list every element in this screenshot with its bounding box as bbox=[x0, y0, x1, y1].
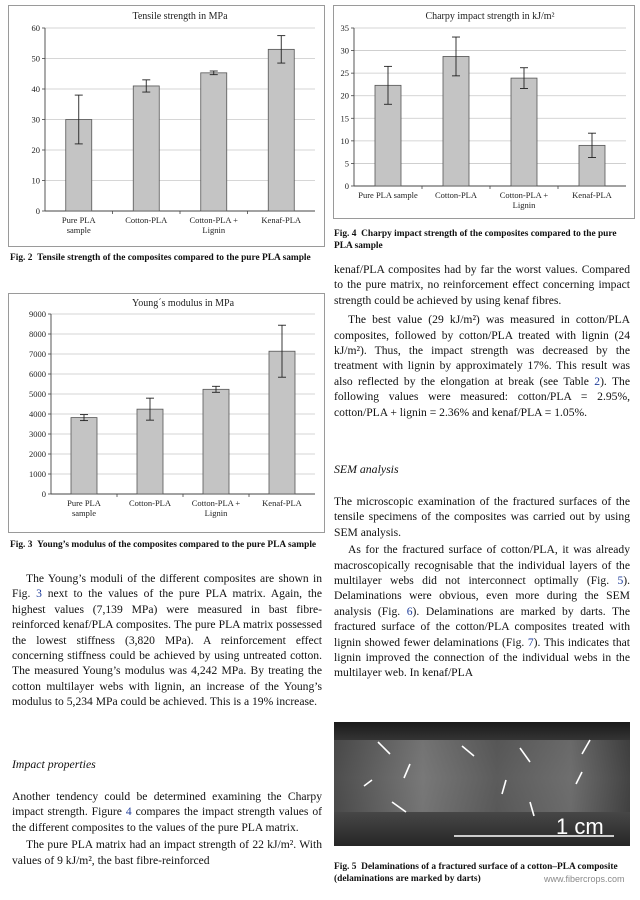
dart-arrow bbox=[502, 780, 506, 794]
category-label: Lignin bbox=[512, 200, 536, 210]
fig4-caption bbox=[334, 229, 632, 252]
right-paragraph-kenaf: kenaf/PLA composites had by far the worst values. Compared to the pure matrix, no reinforcement effect concerning impact strength could be achieved by using kenaf fibres. The best value (29 kJ/m²) was measured in cotton/PLA composites, followed by cotton/PLA treated with lignin (24 kJ/m²). Thus, the impact strength was decreased by the treatment with lignin by approximately 17%. This result was also reflected by the elongation at break (see Table 2). The following values were measured: cotton/PLA = 2.95%, cotton/PLA + lignin = 2.36% and kenaf/PLA = 1.05%. bbox=[334, 263, 630, 419]
category-label: sample bbox=[71, 508, 97, 518]
y-tick-label: 15 bbox=[340, 113, 349, 124]
y-tick-label: 25 bbox=[340, 68, 349, 79]
category-label: Pure PLA bbox=[61, 215, 96, 225]
y-tick-label: 9000 bbox=[29, 309, 46, 319]
bar bbox=[268, 49, 294, 211]
chart-title: Tensile strength in MPa bbox=[132, 11, 228, 22]
y-tick-label: 30 bbox=[31, 114, 40, 125]
y-tick-label: 20 bbox=[31, 145, 40, 155]
y-tick-label: 10 bbox=[340, 135, 349, 146]
y-tick-label: 10 bbox=[31, 175, 40, 186]
right-paragraph-sem: The microscopic examination of the fractured surfaces of the tensile specimens of the composites was carried out by using SEM analysis. As for the fractured surface of cotton/PLA, it was already macroscopically recognisable that the individual layers of the multilayer webs did not interconnect optimally (Fig. 5). Delaminations were obvious, even more during the SEM analysis (Fig. 6). Delaminations are marked by darts. The fractured surface of the cotton/PLA composites treated with lignin showed fewer delaminations (Fig. 7). This indicates that lignin improved the connection of the individual webs in the multilayer web. In kenaf/PLA bbox=[334, 495, 630, 680]
fig3-text: Young’s modulus of the composites compared to the pure PLA sample bbox=[37, 540, 317, 550]
dart-arrow bbox=[392, 802, 406, 812]
y-tick-label: 0 bbox=[35, 206, 40, 216]
fig2-caption bbox=[10, 253, 322, 265]
fig4-label: Fig. 4 bbox=[334, 229, 357, 239]
chart-title: Young´s modulus in MPa bbox=[131, 298, 235, 309]
youngs-modulus-chart-svg bbox=[9, 294, 324, 532]
category-label: Kenaf-PLA bbox=[261, 215, 302, 225]
bar bbox=[511, 78, 537, 186]
category-label: sample bbox=[66, 225, 91, 235]
dart-arrow bbox=[520, 748, 530, 762]
y-tick-label: 3000 bbox=[29, 429, 46, 439]
fig4-link[interactable]: 4 bbox=[125, 805, 132, 819]
y-tick-label: 8000 bbox=[29, 329, 46, 339]
tensile-strength-chart bbox=[8, 5, 325, 247]
y-tick-label: 4000 bbox=[29, 409, 46, 419]
watermark: www.fibercrops.com bbox=[544, 874, 625, 884]
bar bbox=[201, 73, 227, 211]
category-label: Lignin bbox=[204, 508, 228, 518]
y-tick-label: 0 bbox=[41, 489, 46, 499]
category-label: Kenaf-PLA bbox=[572, 190, 612, 200]
charpy-impact-chart bbox=[333, 5, 635, 219]
fig6-link[interactable]: 6 bbox=[406, 604, 413, 618]
fig2-label: Fig. 2 bbox=[10, 253, 33, 263]
bar bbox=[203, 389, 229, 494]
left-paragraph-youngs: The Young’s moduli of the different composites are shown in Fig. 3 next to the values of the pure PLA matrix. Again, the highest values (7,139 MPa) were measured in bast fibre-reinforced kenaf/PLA composites. The pure PLA matrix possessed the lowest stiffness (3,820 MPa). A reinforcement effect concerning stiffness could be achieved by using untreated cotton. The measured Young’s modulus was 4,242 MPa. By treating the cotton multilayer webs with lignin, an increase of the Young’s modulus to 5,234 MPa could be achieved. This is a 19% increase. bbox=[12, 572, 322, 709]
bar bbox=[137, 409, 163, 494]
y-tick-label: 35 bbox=[340, 23, 349, 33]
bar bbox=[71, 418, 97, 494]
fig4-text: Charpy impact strength of the composites compared to the pure PLA sample bbox=[334, 229, 617, 251]
fig3-link[interactable]: 3 bbox=[36, 587, 42, 601]
left-paragraph-impact: Another tendency could be determined examining the Charpy impact strength. Figure 4 compares the impact strength values of the different composites to the values of the pure PLA matrix. The pure PLA matrix had an impact strength of 22 kJ/m². With values of 9 kJ/m², the bast fibre-reinforced bbox=[12, 790, 322, 867]
category-label: Lignin bbox=[202, 225, 226, 235]
fig2-text: Tensile strength of the composites compared to the pure PLA sample bbox=[37, 253, 311, 263]
dart-arrow bbox=[404, 764, 410, 778]
y-tick-label: 40 bbox=[31, 84, 40, 94]
fig5-label: Fig. 5 bbox=[334, 862, 357, 872]
category-label: Kenaf-PLA bbox=[262, 498, 302, 508]
category-label: Cotton-PLA bbox=[125, 215, 168, 225]
category-label: Cotton-PLA + bbox=[499, 190, 549, 200]
heading-impact-properties: Impact properties bbox=[12, 757, 96, 771]
scale-label: 1 cm bbox=[556, 814, 604, 839]
table2-link[interactable]: 2 bbox=[594, 374, 601, 388]
tensile-strength-chart-svg bbox=[9, 6, 324, 246]
y-tick-label: 30 bbox=[340, 45, 349, 56]
category-label: Cotton-PLA bbox=[128, 498, 172, 508]
y-tick-label: 60 bbox=[31, 23, 40, 33]
category-label: Pure PLA bbox=[67, 498, 101, 508]
y-tick-label: 2000 bbox=[29, 449, 46, 459]
category-label: Pure PLA sample bbox=[358, 190, 418, 200]
youngs-modulus-chart bbox=[8, 293, 325, 533]
fractured-surface-photo bbox=[334, 722, 630, 846]
dart-arrow bbox=[462, 746, 474, 756]
fig5-text: Delaminations of a fractured surface of a cotton–PLA composite (delaminations are marked by darts) bbox=[334, 862, 618, 884]
y-tick-label: 6000 bbox=[29, 369, 46, 379]
y-tick-label: 50 bbox=[31, 53, 40, 64]
heading-sem-analysis: SEM analysis bbox=[334, 462, 399, 476]
dart-arrow bbox=[530, 802, 534, 816]
dart-arrow bbox=[364, 780, 372, 786]
category-label: Cotton-PLA + bbox=[191, 498, 241, 508]
dart-arrow bbox=[582, 740, 590, 754]
y-tick-label: 0 bbox=[344, 181, 349, 191]
category-label: Cotton-PLA + bbox=[189, 215, 238, 225]
dart-arrow bbox=[378, 742, 390, 754]
charpy-impact-chart-svg bbox=[334, 6, 634, 218]
y-tick-label: 7000 bbox=[29, 349, 46, 359]
bar bbox=[133, 86, 159, 211]
y-tick-label: 20 bbox=[340, 90, 349, 101]
y-tick-label: 5000 bbox=[29, 389, 46, 399]
fig3-label: Fig. 3 bbox=[10, 540, 33, 550]
left-paragraph-pla-impact: The pure PLA matrix had an impact strength of 22 kJ/m². With values of 9 kJ/m², the bast fibre-reinforced bbox=[12, 838, 322, 867]
chart-title: Charpy impact strength in kJ/m² bbox=[425, 11, 555, 22]
y-tick-label: 1000 bbox=[29, 469, 46, 479]
category-label: Cotton-PLA bbox=[434, 190, 478, 200]
fig5-link[interactable]: 5 bbox=[617, 574, 624, 588]
fig3-caption bbox=[10, 540, 322, 552]
dart-arrow bbox=[576, 772, 582, 784]
y-tick-label: 5 bbox=[344, 158, 349, 169]
fig7-link[interactable]: 7 bbox=[527, 635, 534, 649]
